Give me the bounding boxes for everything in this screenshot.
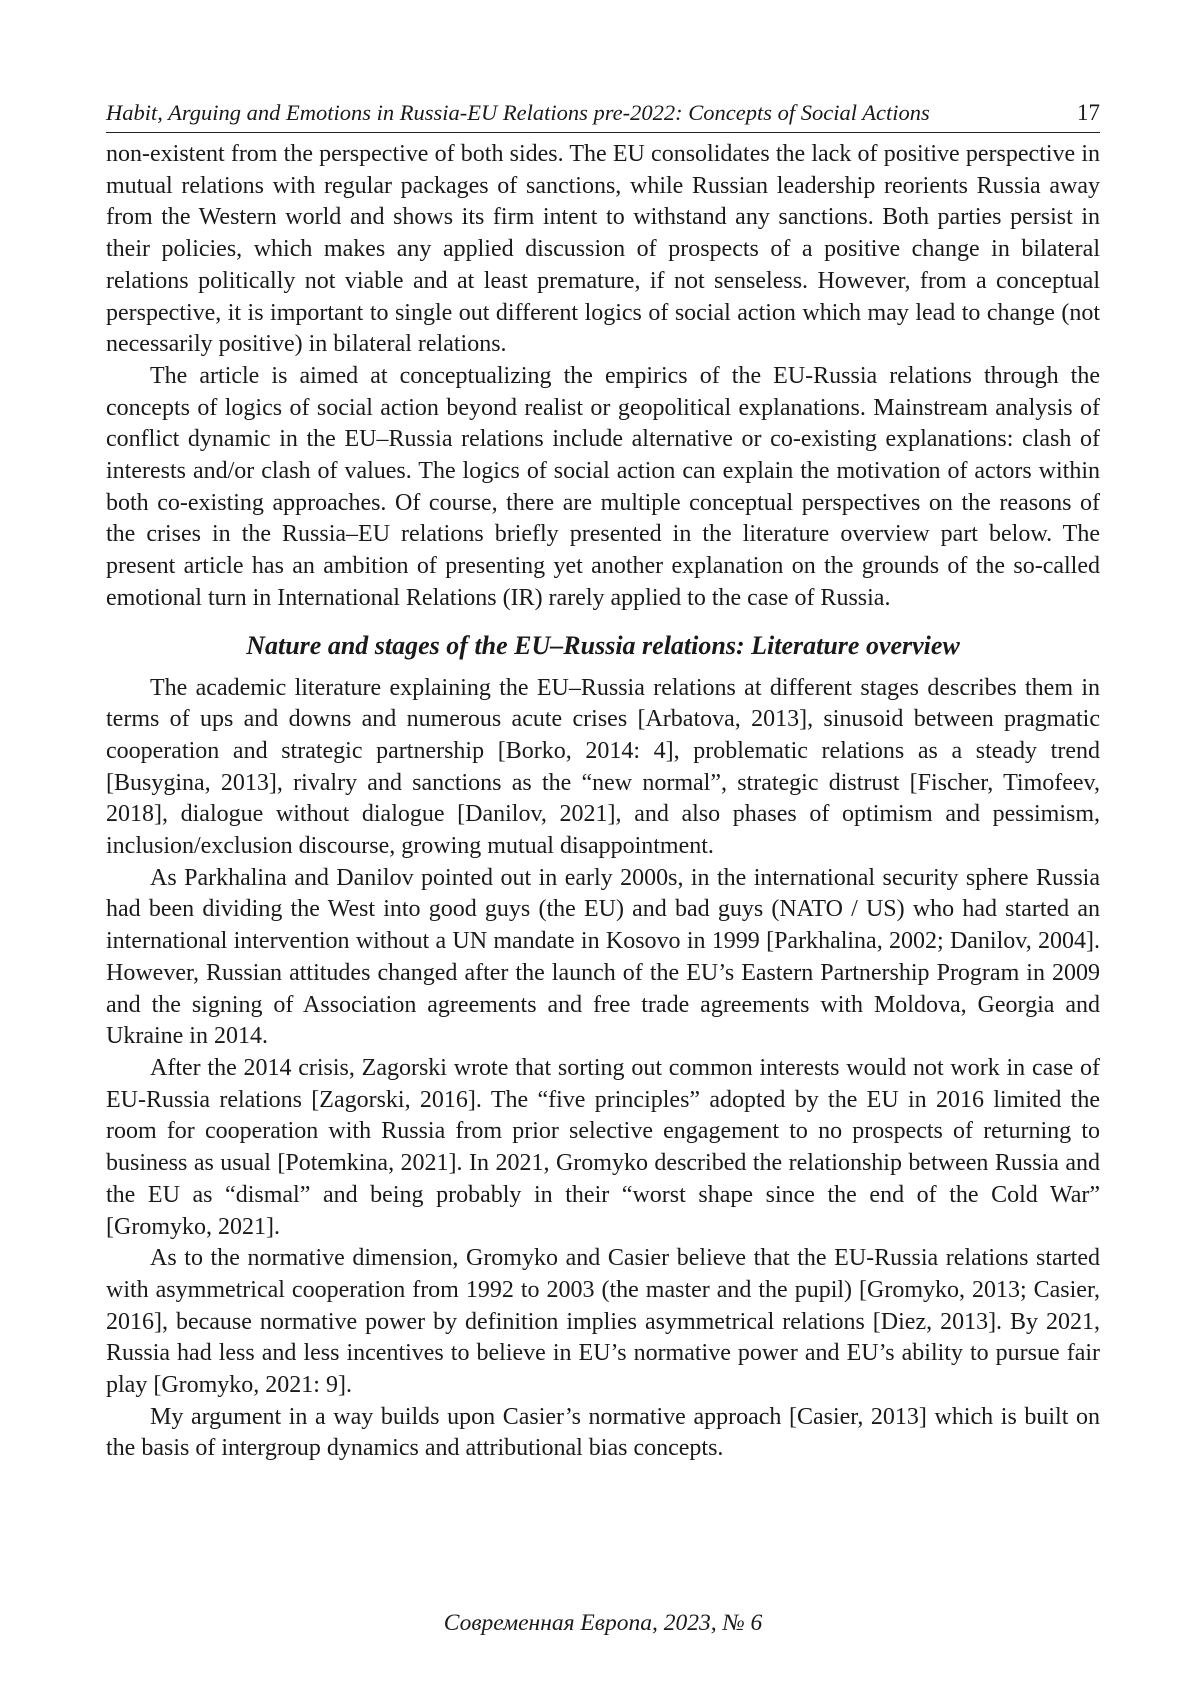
- page-number: 17: [1077, 100, 1100, 125]
- paragraph: My argument in a way builds upon Casier’s normative approach [Casier, 2013] which is built on the basis of intergroup dynamics and attributional bias concepts.: [106, 1403, 1100, 1462]
- paragraph: As to the normative dimension, Gromyko and Casier believe that the EU-Russia relations started with asymmetrical cooperation from 1992 to 2003 (the master and the pupil) [Gromyko, 2013; Casier, 2016], because normative power by definition implies asymmetrical relations [Diez, 2013]. By 2021, Russia had less and less incentives to believe in EU’s normative power and EU’s ability to pursue fair play [Gromyko, 2021: 9].: [106, 1245, 1100, 1399]
- section-heading: Nature and stages of the EU–Russia relations: Literature overview: [246, 630, 960, 660]
- paragraph: As Parkhalina and Danilov pointed out in early 2000s, in the international security sphere Russia had been dividing the West into good guys (the EU) and bad guys (NATO / US) who had started an international intervention without a UN mandate in Kosovo in 1999 [Parkhalina, 2002; Danilov, 2004]. However, Russian attitudes changed after the launch of the EU’s Eastern Partnership Program in 2009 and the signing of Association agreements and free trade agreements with Moldova, Georgia and Ukraine in 2014.: [106, 864, 1100, 1050]
- running-header: [106, 98, 1100, 133]
- paragraph-continued: non-existent from the perspective of both sides. The EU consolidates the lack of positive perspective in mutual relations with regular packages of sanctions, while Russian leadership reorients Russia away from the Western world and shows its firm intent to withstand any sanctions. Both parties persist in their policies, which makes any applied discussion of prospects of a positive change in bilateral relations politically not viable and at least premature, if not senseless. However, from a conceptual perspective, it is important to single out different logics of social action which may lead to change (not necessarily positive) in bilateral relations.: [106, 141, 1100, 358]
- paragraph: After the 2014 crisis, Zagorski wrote that sorting out common interests would not work in case of EU-Russia relations [Zagorski, 2016]. The “five principles” adopted by the EU in 2016 limited the room for cooperation with Russia from prior selective engagement to no prospects of returning to business as usual [Potemkina, 2021]. In 2021, Gromyko described the relationship between Russia and the EU as “dismal” and being probably in their “worst shape since the end of the Cold War” [Gromyko, 2021].: [106, 1054, 1100, 1240]
- running-header-title: Habit, Arguing and Emotions in Russia-EU Relations pre-2022: Concepts of Social Actions: [106, 100, 930, 125]
- page: [106, 98, 1100, 1465]
- journal-footer: Современная Европа, 2023, № 6: [443, 1610, 763, 1636]
- paragraph-article-aim: The article is aimed at conceptualizing the empirics of the EU-Russia relations through the concepts of logics of social action beyond realist or geopolitical explanations. Mainstream analysis of conflict dynamic in the EU–Russia relations include alternative or co-existing explanations: clash of interests and/or clash of values. The logics of social action can explain the motivation of actors within both co-existing approaches. Of course, there are multiple conceptual perspectives on the reasons of the crises in the Russia–EU relations briefly presented in the literature overview part below. The present article has an ambition of presenting yet another explanation on the grounds of the so-called emotional turn in International Relations (IR) rarely applied to the case of Russia.: [106, 362, 1100, 611]
- paragraph: The academic literature explaining the EU–Russia relations at different stages describes them in terms of ups and downs and numerous acute crises [Arbatova, 2013], sinusoid between pragmatic cooperation and strategic partnership [Borko, 2014: 4], problematic relations as a steady trend [Busygina, 2013], rivalry and sanctions as the “new normal”, strategic distrust [Fischer, Timofeev, 2018], dialogue without dialogue [Danilov, 2021], and also phases of optimism and pessimism, inclusion/exclusion discourse, growing mutual disappointment.: [106, 674, 1100, 860]
- article-body: [106, 139, 1100, 1465]
